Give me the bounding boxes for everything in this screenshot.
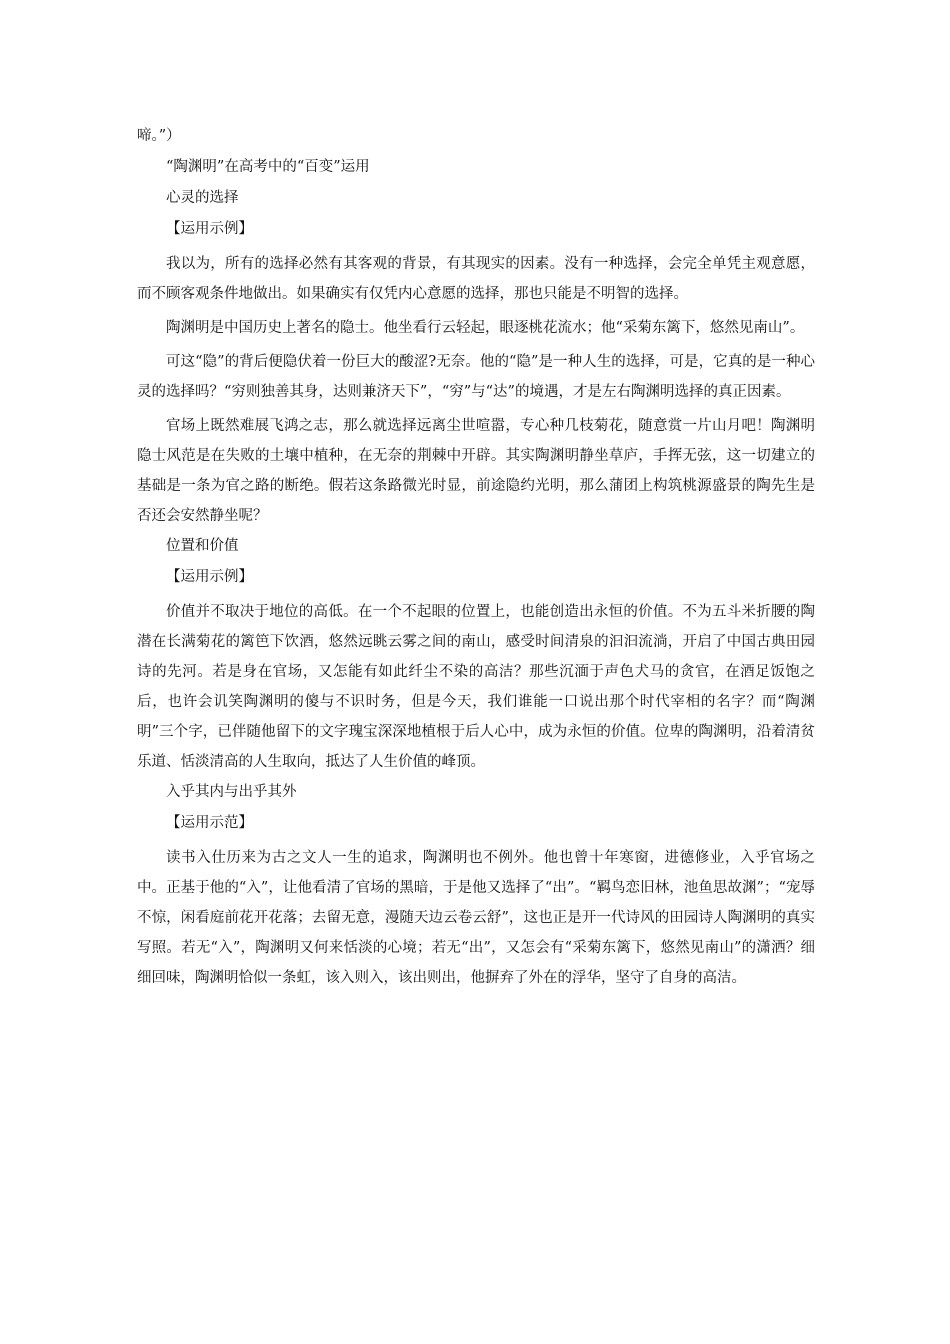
paragraph: 陶渊明是中国历史上著名的隐士。他坐看行云轻起，眼逐桃花流水；他“采菊东篱下，悠然见南山”。	[166, 320, 805, 336]
continuation-line: 啼。”）	[137, 128, 181, 144]
subheading-in-and-out: 入乎其内与出乎其外	[166, 784, 297, 800]
example-tag: 【运用示例】	[166, 221, 253, 237]
document-page	[137, 125, 815, 993]
paragraph: 可这“隐”的背后便隐伏着一份巨大的酸涩?无奈。他的“隐”是一种人生的选择，可是，它真的是一种心灵的选择吗？“穷则独善其身，达则兼济天下”，“穷”与“达”的境遇，才是左右陶渊明选择的真正因素。	[137, 354, 815, 400]
paragraph: 读书入仕历来为古之文人一生的追求，陶渊明也不例外。他也曾十年寒窗，进德修业，入乎官场之中。正基于他的“入”，让他看清了官场的黑暗，于是他又选择了“出”。“羁鸟恋旧林，池鱼思故渊”；“宠辱不惊，闲看庭前花开花落；去留无意，漫随天边云卷云舒”，这也正是开一代诗风的田园诗人陶渊明的真实写照。若无“入”，陶渊明又何来恬淡的心境；若无“出”，又怎会有“采菊东篱下，悠然见南山”的潇洒？细细回味，陶渊明恰似一条虹，该入则入，该出则出，他摒弃了外在的浮华，坚守了自身的高洁。	[137, 850, 815, 986]
section-title: “陶渊明”在高考中的“百变”运用	[166, 159, 370, 175]
subheading-choice-of-heart: 心灵的选择	[166, 190, 239, 206]
example-tag: 【运用示例】	[166, 569, 253, 585]
paragraph: 官场上既然难展飞鸿之志，那么就选择远离尘世喧嚣，专心种几枝菊花，随意赏一片山月吧！陶渊明隐士风范是在失败的土壤中植种，在无奈的荆棘中开辟。其实陶渊明静坐草庐，手挥无弦，这一切建立的基础是一条为官之路的断绝。假若这条路微光时显，前途隐约光明，那么蒲团上构筑桃源盛景的陶先生是否还会安然静坐呢？	[137, 418, 815, 524]
paragraph: 价值并不取决于地位的高低。在一个不起眼的位置上，也能创造出永恒的价值。不为五斗米折腰的陶潜在长满菊花的篱笆下饮酒，悠然远眺云雾之间的南山，感受时间清泉的汩汩流淌，开启了中国古典田园诗的先河。若是身在官场，又怎能有如此纤尘不染的高洁？那些沉湎于声色犬马的贪官，在酒足饭饱之后，也许会讥笑陶渊明的傻与不识时务，但是今天，我们谁能一口说出那个时代宰相的名字？而“陶渊明”三个字，已伴随他留下的文字瑰宝深深地植根于后人心中，成为永恒的价值。位卑的陶渊明，沿着清贫乐道、恬淡清高的人生取向，抵达了人生价值的峰顶。	[137, 604, 815, 770]
subheading-position-and-value: 位置和价值	[166, 538, 239, 554]
paragraph: 我以为，所有的选择必然有其客观的背景，有其现实的因素。没有一种选择，会完全单凭主观意愿，而不顾客观条件地做出。如果确实有仅凭内心意愿的选择，那也只能是不明智的选择。	[137, 256, 815, 302]
example-tag: 【运用示范】	[166, 815, 253, 831]
